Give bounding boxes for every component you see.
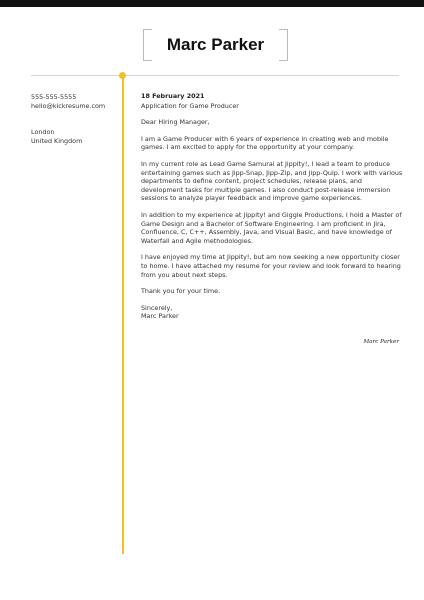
applicant-name: Marc Parker — [166, 35, 265, 54]
name-header — [143, 29, 288, 61]
letter-body — [141, 92, 403, 321]
top-bar — [0, 0, 424, 7]
timeline-dot — [119, 72, 126, 79]
paragraph-intro: I am a Game Producer with 6 years of experience in creating web and mobile games. I am excited to apply for the opportunity at your company. — [141, 134, 389, 152]
letter-subject: Application for Game Producer — [141, 101, 239, 110]
closing-name: Marc Parker — [141, 312, 179, 321]
greeting: Dear Hiring Manager, — [141, 118, 210, 127]
letter-date: 18 February 2021 — [141, 92, 205, 100]
paragraph-thanks: Thank you for your time. — [141, 287, 221, 296]
contact-block — [31, 93, 105, 111]
phone-number: 555-555-5555 — [31, 93, 77, 101]
paragraph-motivation: I have enjoyed my time at Jippity!, but am now seeking a new opportunity closer to home. I have attached my resume for your review and look forward to hearing from you about next steps. — [141, 253, 401, 279]
header-divider — [31, 75, 399, 76]
paragraph-current-role: In my current role as Lead Game Samurai at Jippity!, I lead a team to produce entertaining games such as Jipp-Snap, Jipp-Zip, and Jipp-Quip. I work with various departments to define content, project schedules, release plans, and development tasks for multiple games. I also conduct post-release immersion sessions to analyze player feedback and improve game experiences. — [141, 159, 403, 203]
closing: Sincerely, — [141, 303, 173, 312]
timeline-line — [122, 76, 124, 554]
location-block — [31, 128, 82, 146]
paragraph-education-skills: In addition to my experience at Jippity! and Giggle Productions, I hold a Master of Game Design and a Bachelor of Software Engineering. I am proficient in Jira, Confluence, C, C++, Assembly, Java, and Visual Basic, and have knowledge of Waterfall and Agile methodologies. — [141, 210, 402, 245]
signature: Marc Parker — [363, 339, 399, 345]
email-address: hello@kickresume.com — [31, 102, 106, 111]
city: London — [31, 128, 55, 136]
country: United Kingdom — [31, 137, 83, 146]
